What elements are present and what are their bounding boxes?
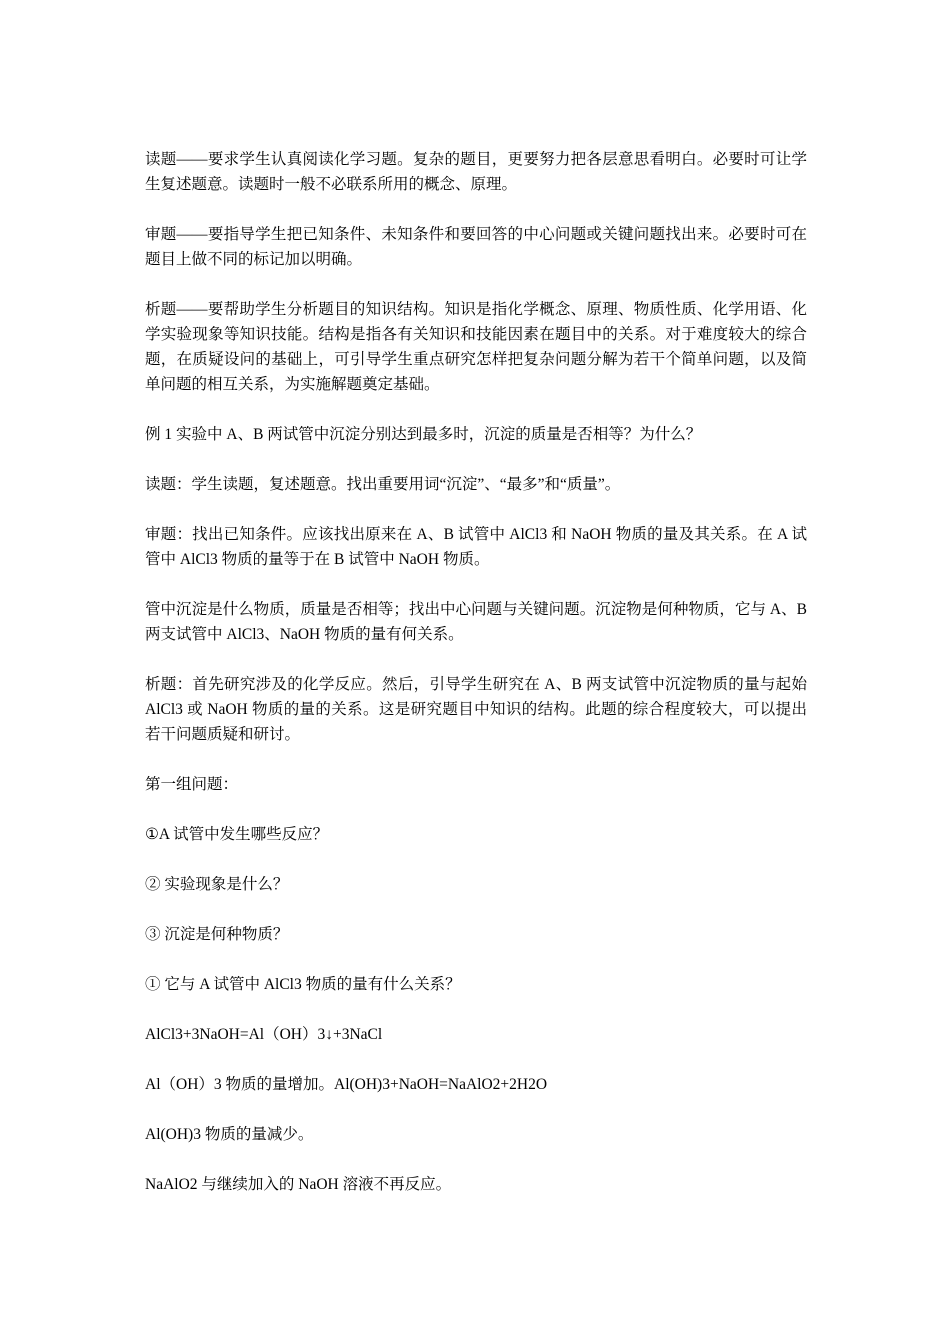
paragraph-reading-step: 读题——要求学生认真阅读化学习题。复杂的题目，更要努力把各层意思看明白。必要时可让学生复述题意。读题时一般不必联系所用的概念、原理。 bbox=[145, 151, 807, 193]
document-body bbox=[145, 147, 807, 1222]
paragraph-example-1: 例 1 实验中 A、B 两试管中沉淀分别达到最多时，沉淀的质量是否相等？为什么？ bbox=[145, 426, 702, 443]
question-item-2: ② 实验现象是什么？ bbox=[145, 876, 289, 893]
paragraph-examining-step: 审题——要指导学生把已知条件、未知条件和要回答的中心问题或关键问题找出来。必要时可在题目上做不同的标记加以明确。 bbox=[145, 226, 807, 268]
paragraph-analysis-step: 析题——要帮助学生分析题目的知识结构。知识是指化学概念、原理、物质性质、化学用语、化学实验现象等知识技能。结构是指各有关知识和技能因素在题目中的关系。对于难度较大的综合题，在质疑设问的基础上，可引导学生重点研究怎样把复杂问题分解为若干个简单问题，以及简单问题的相互关系，为实施解题奠定基础。 bbox=[145, 301, 807, 393]
equation-line-1: AlCl3+3NaOH=Al（OH）3↓+3NaCl bbox=[145, 1026, 383, 1043]
equation-line-2: Al（OH）3 物质的量增加。Al(OH)3+NaOH=NaAlO2+2H2O bbox=[145, 1076, 548, 1093]
question-group-heading: 第一组问题： bbox=[145, 776, 239, 793]
paragraph-example-analysis: 析题：首先研究涉及的化学反应。然后，引导学生研究在 A、B 两支试管中沉淀物质的量与起始 AlCl3 或 NaOH 物质的量的关系。这是研究题目中知识的结构。此题的综合程度较大，可以提出若干问题质疑和研讨。 bbox=[145, 676, 807, 743]
question-item-1: ①A 试管中发生哪些反应？ bbox=[145, 826, 329, 843]
question-item-3: ③ 沉淀是何种物质？ bbox=[145, 926, 289, 943]
question-item-4: ① 它与 A 试管中 AlCl3 物质的量有什么关系？ bbox=[145, 976, 461, 993]
equation-note-1: Al(OH)3 物质的量减少。 bbox=[145, 1126, 314, 1143]
equation-note-2: NaAlO2 与继续加入的 NaOH 溶液不再反应。 bbox=[145, 1176, 452, 1193]
paragraph-example-reading: 读题：学生读题，复述题意。找出重要用词“沉淀”、“最多”和“质量”。 bbox=[145, 476, 621, 493]
paragraph-example-examining: 审题：找出已知条件。应该找出原来在 A、B 试管中 AlCl3 和 NaOH 物质的量及其关系。在 A 试管中 AlCl3 物质的量等于在 B 试管中 NaOH 物质。 bbox=[145, 526, 807, 568]
paragraph-example-central-question: 管中沉淀是什么物质，质量是否相等；找出中心问题与关键问题。沉淀物是何种物质，它与 A、B 两支试管中 AlCl3、NaOH 物质的量有何关系。 bbox=[145, 601, 807, 643]
